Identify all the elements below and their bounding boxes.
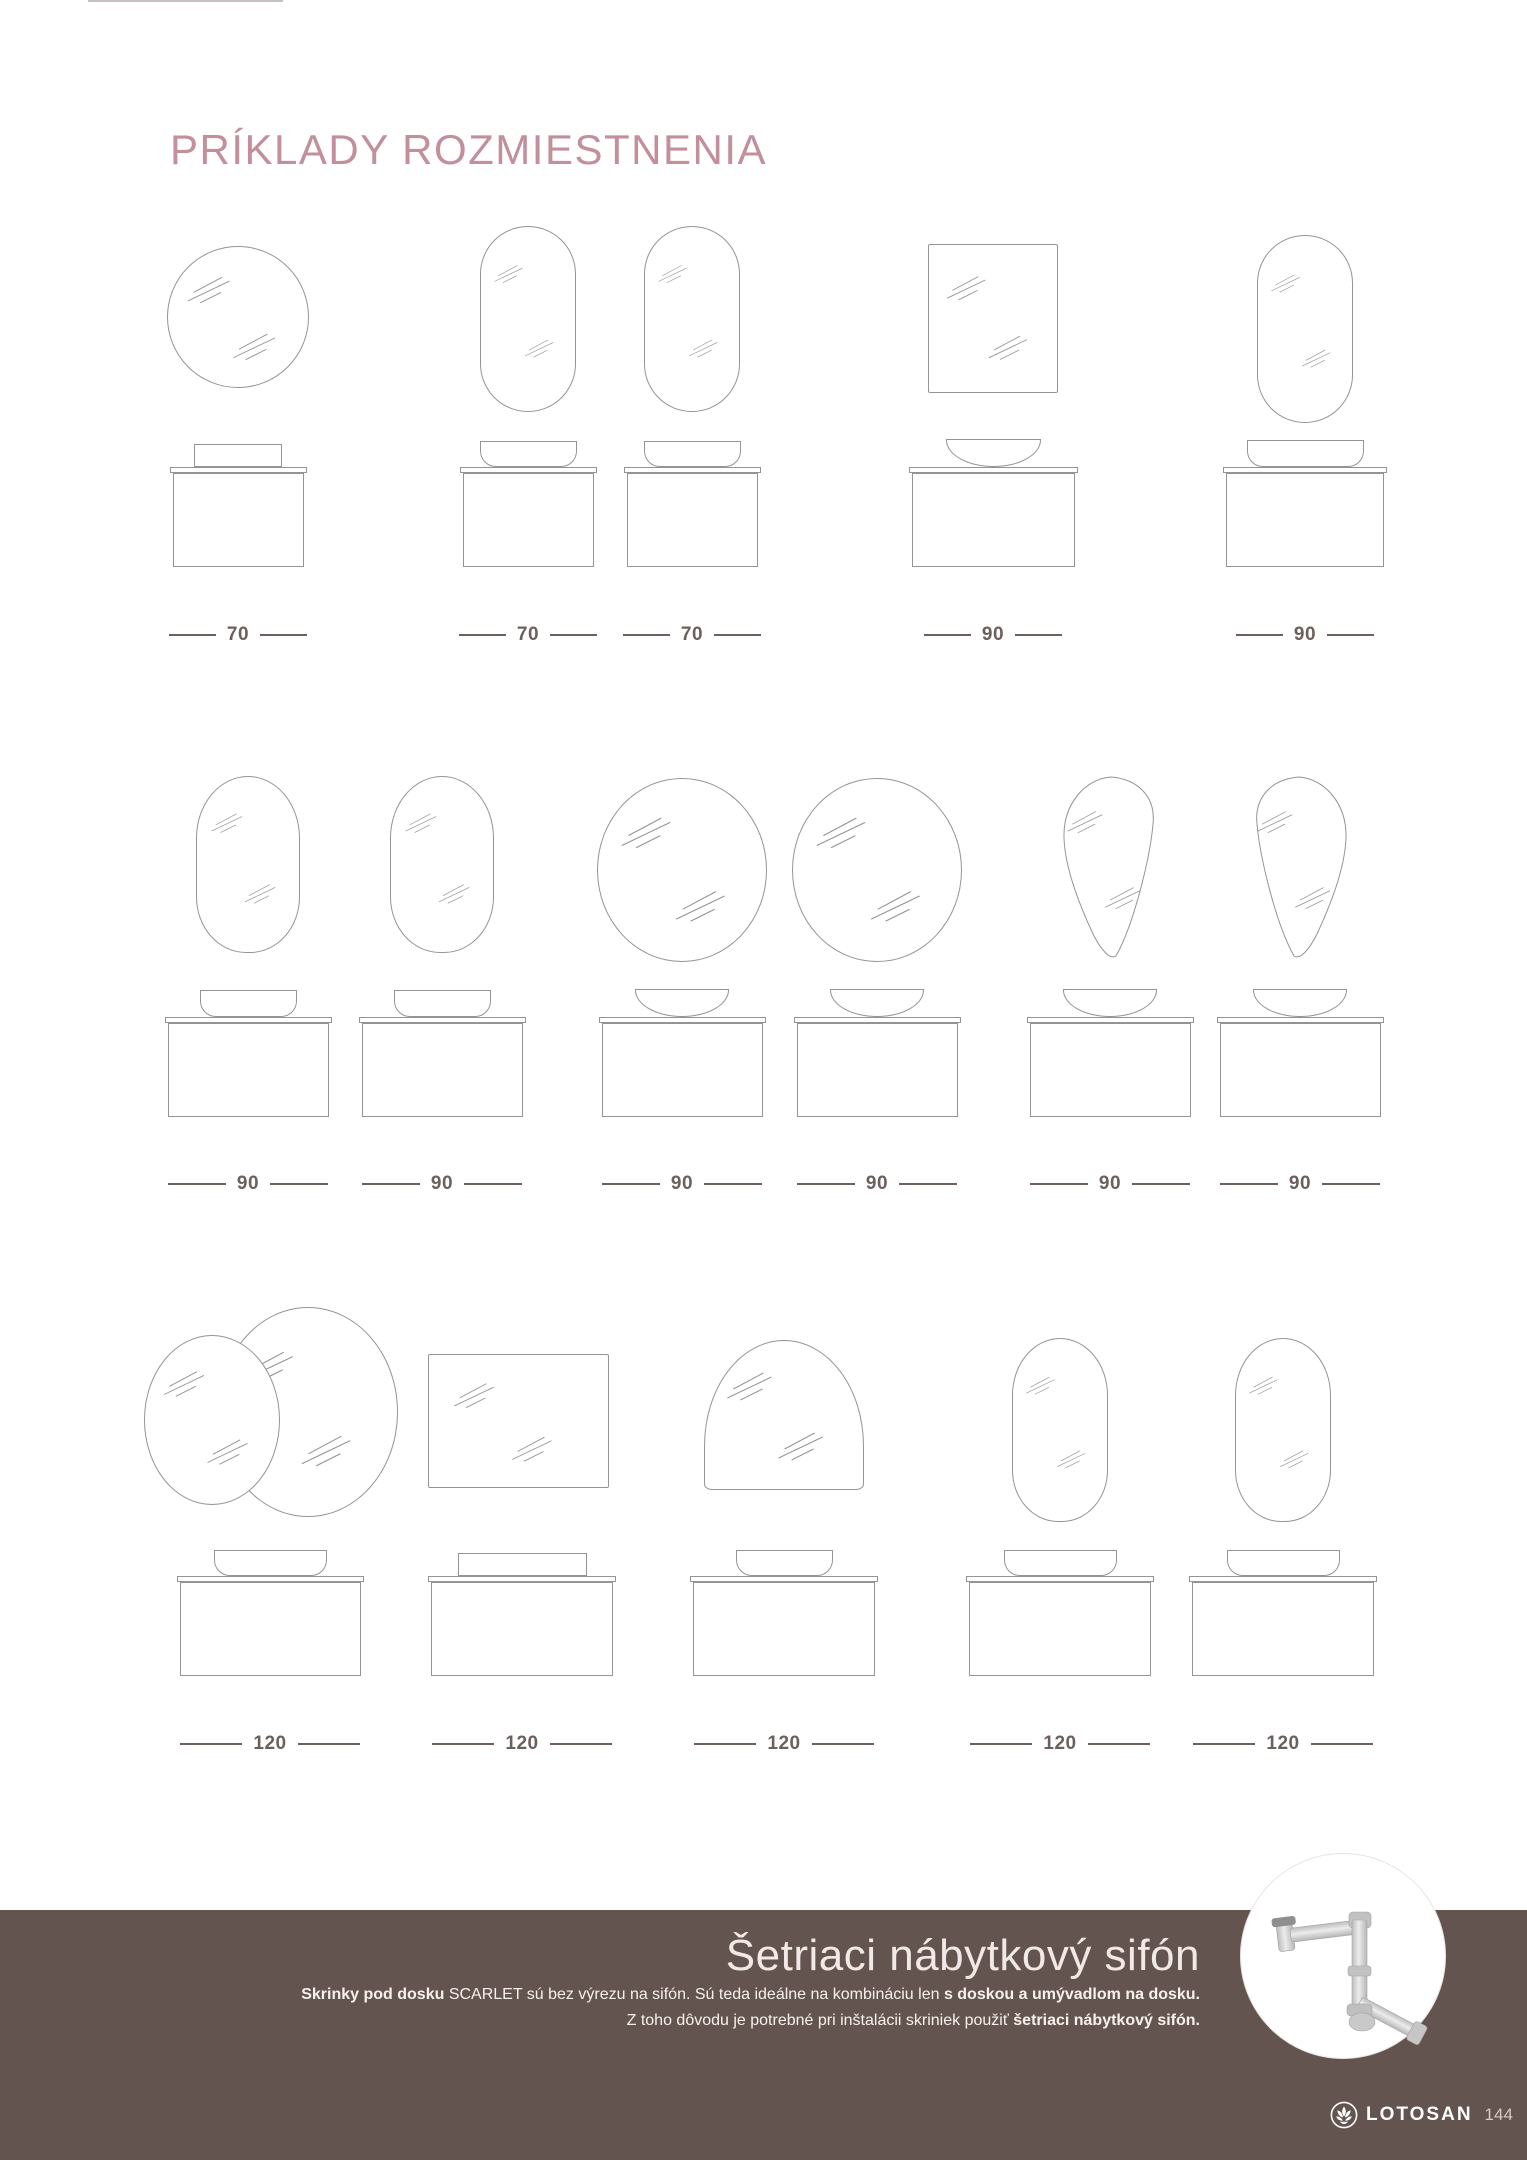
dimension-line [1193,1743,1255,1745]
dimension-line [1327,634,1374,636]
washbasin-rounded [1227,1550,1340,1576]
washbasin-rounded [736,1550,833,1576]
mirror-glare-lines [705,1341,865,1491]
mirror-round-mirror [167,246,309,388]
dimension-label [412,1733,632,1755]
mirror-square-mirror [928,244,1058,393]
cabinet [168,1023,329,1117]
dimension-value: 120 [767,1733,801,1754]
banner-bold-text: Skrinky pod dosku [301,1986,449,2003]
mirror-round-mirror [597,778,767,962]
banner-text: Z toho dôvodu je potrebné pri inštalácii skriniek použiť [626,2012,1014,2029]
dimension-line [797,1183,855,1185]
washbasin-rounded [394,990,491,1017]
dimension-label [1195,624,1415,646]
page-top-crop-line [88,0,283,2]
mirror-glare-lines [429,1355,610,1489]
dimension-value: 120 [253,1733,287,1754]
mirror-organic-oval-mirror [390,776,494,953]
mirror-pebble-mirror [1051,772,1169,962]
dimension-label [138,1173,358,1195]
dimension-value: 90 [981,624,1005,645]
dimension-value: 120 [1043,1733,1077,1754]
dimension-label [128,624,348,646]
washbasin-rounded [1247,440,1364,467]
front-oval-mirror [144,1335,280,1505]
cabinet [797,1023,958,1117]
dimension-line [970,1743,1032,1745]
dimension-line [168,1183,226,1185]
washbasin-rounded [644,441,741,467]
banner-paragraph-line-1 [100,1982,1200,2008]
dimension-line [362,1183,420,1185]
dimension-value: 90 [430,1173,454,1194]
cabinet [431,1582,613,1676]
cabinet [1192,1582,1374,1676]
dimension-line [623,634,670,636]
washbasin-bowl [1063,989,1157,1017]
dimension-line [180,1743,242,1745]
cabinet [180,1582,361,1676]
dimension-line [1236,634,1283,636]
dimension-label [674,1733,894,1755]
dimension-line [602,1183,660,1185]
dimension-line [432,1743,494,1745]
dimension-line [298,1743,360,1745]
mirror-glare-lines [1241,772,1359,962]
dimension-line [812,1743,874,1745]
mirror-pill-mirror [480,226,576,412]
dimension-line [550,1743,612,1745]
washbasin-bowl [946,439,1041,467]
dimension-value: 90 [865,1173,889,1194]
dimension-line [899,1183,957,1185]
mirror-organic-oval-mirror [1235,1338,1331,1522]
mirror-glare-lines [481,227,577,413]
mirror-glare-lines [598,779,768,963]
mirror-round-mirror [792,778,962,962]
dimension-value: 90 [236,1173,260,1194]
mirror-pill-mirror [644,226,740,412]
banner-text-block [100,1930,1200,2034]
dimension-line [714,634,761,636]
mirror-pill-mirror [1257,235,1353,423]
dimension-label [1173,1733,1393,1755]
cabinet [693,1582,875,1676]
mirror-organic-oval-mirror [196,776,300,953]
dimension-label [767,1173,987,1195]
mirror-glare-lines [1013,1339,1109,1523]
washbasin-bowl [635,989,729,1017]
dimension-label [160,1733,380,1755]
brand-name: LOTOSAN [1366,2104,1473,2125]
dimension-line [694,1743,756,1745]
page-title: PRÍKLADY ROZMIESTNENIA [170,126,768,174]
mirror-glare-lines [793,779,963,963]
cabinet [1030,1023,1191,1117]
cabinet [912,473,1075,567]
banner-paragraph-line-2 [100,2008,1200,2034]
dimension-label [572,1173,792,1195]
cabinet [362,1023,523,1117]
dimension-value: 90 [670,1173,694,1194]
dimension-value: 70 [226,624,250,645]
washbasin-flat [458,1553,587,1576]
dimension-line [169,634,216,636]
cabinet [173,473,304,567]
washbasin-rounded [200,990,297,1017]
dimension-label [950,1733,1170,1755]
banner-bold-text: s doskou a umývadlom na dosku. [943,1986,1200,2003]
washbasin-rounded [480,441,577,467]
washbasin-bowl [1253,989,1347,1017]
mirror-organic-oval-mirror [1012,1338,1108,1522]
dimension-value: 70 [680,624,704,645]
mirror-arch-mirror [704,1340,864,1490]
dimension-line [1311,1743,1373,1745]
dimension-label [1000,1173,1220,1195]
furniture-siphon-photo [1241,1854,1445,2058]
mirror-glare-lines [168,247,310,389]
dimension-line [459,634,506,636]
dimension-label [332,1173,552,1195]
washbasin-rounded [214,1550,327,1576]
dimension-value: 120 [1266,1733,1300,1754]
page-number: 144 [1484,2105,1513,2124]
cabinet [627,473,758,567]
washbasin-rect [194,444,282,467]
mirror-rectangular-mirror [428,1354,609,1488]
brand-logo [1330,2100,1513,2130]
cabinet [1226,473,1384,567]
dimension-line [260,634,307,636]
washbasin-rounded [1004,1550,1117,1576]
cabinet [969,1582,1151,1676]
mirror-glare-lines [1258,236,1354,424]
dimension-label [883,624,1103,646]
dimension-line [1132,1183,1190,1185]
dimension-line [704,1183,762,1185]
dimension-line [1015,634,1062,636]
dimension-value: 120 [505,1733,539,1754]
cabinet [602,1023,763,1117]
dimension-line [1088,1743,1150,1745]
mirror-glare-lines [929,245,1059,394]
mirror-glare-lines [1051,772,1169,962]
washbasin-bowl [830,989,924,1017]
mirror-glare-lines [197,777,301,954]
dimension-line [1322,1183,1380,1185]
dimension-line [924,634,971,636]
mirror-glare-lines [145,1336,281,1506]
mirror-pebble-mirror [1241,772,1359,962]
dimension-line [270,1183,328,1185]
mirror-glare-lines [391,777,495,954]
banner-bold-text: šetriaci nábytkový sifón. [1013,2012,1200,2029]
dimension-value: 90 [1288,1173,1312,1194]
dimension-line [1220,1183,1278,1185]
dimension-line [464,1183,522,1185]
dimension-label [582,624,802,646]
dimension-label [1190,1173,1410,1195]
dimension-value: 90 [1098,1173,1122,1194]
banner-text: SCARLET sú bez výrezu na sifón. Sú teda ideálne na kombináciu len [448,1986,944,2003]
mirror-glare-lines [645,227,741,413]
dimension-value: 90 [1293,624,1317,645]
banner-headline: Šetriaci nábytkový sifón [725,1931,1200,1980]
cabinet [1220,1023,1381,1117]
mirror-overlapping-circles-mirror [144,1307,398,1517]
dimension-value: 70 [516,624,540,645]
dimension-line [1030,1183,1088,1185]
lotus-flower-icon [1330,2101,1358,2129]
cabinet [463,473,594,567]
mirror-glare-lines [1236,1339,1332,1523]
siphon-photo-circle [1240,1853,1446,2059]
